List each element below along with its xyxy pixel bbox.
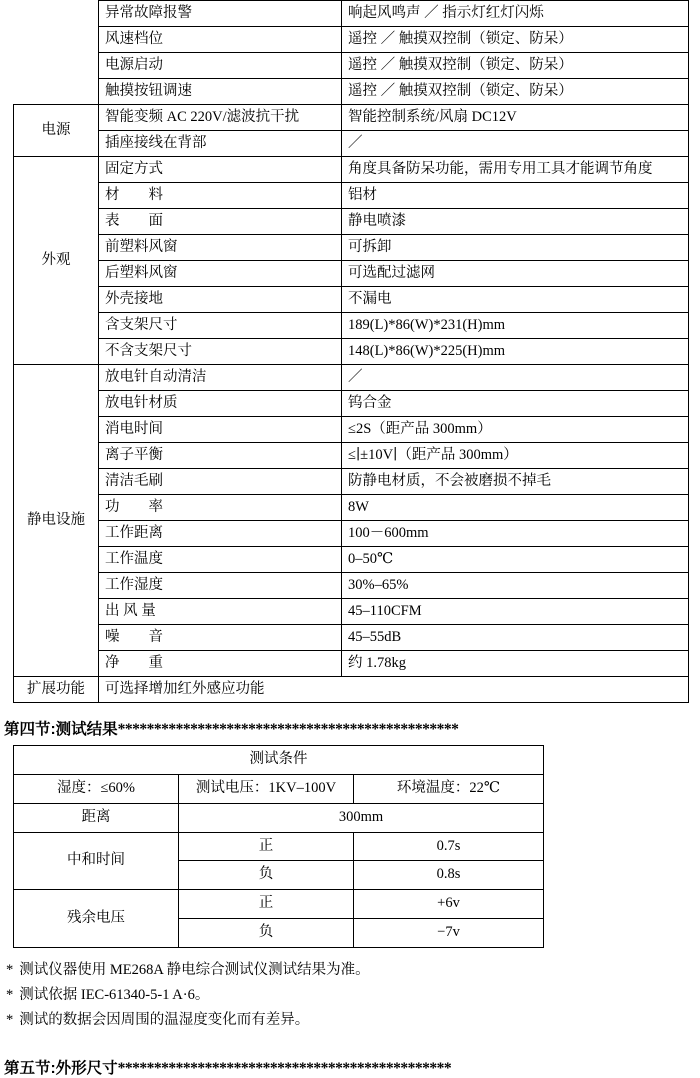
spec-item: 工作温度 bbox=[99, 547, 342, 573]
spec-value: 智能控制系统/风扇 DC12V bbox=[342, 105, 689, 131]
table-row bbox=[14, 547, 689, 573]
spec-item: 风速档位 bbox=[99, 27, 342, 53]
spec-item: 放电针材质 bbox=[99, 391, 342, 417]
table-row bbox=[14, 651, 689, 677]
spec-value: 遥控 ／ 触摸双控制（锁定、防呆） bbox=[342, 53, 689, 79]
test-distance-value: 300mm bbox=[179, 803, 544, 832]
table-row bbox=[14, 339, 689, 365]
table-row bbox=[14, 313, 689, 339]
table-row bbox=[14, 573, 689, 599]
spec-category-power: 电源 bbox=[14, 105, 99, 157]
table-row bbox=[14, 443, 689, 469]
asterisk-icon: * bbox=[6, 987, 14, 1004]
test-neutralization-negative-value: 0.8s bbox=[354, 861, 544, 890]
category-spacer bbox=[14, 27, 99, 53]
spec-category-static: 静电设施 bbox=[14, 365, 99, 677]
spec-value: 角度具备防呆功能，需用专用工具才能调节角度 bbox=[342, 157, 689, 183]
spec-item: 离子平衡 bbox=[99, 443, 342, 469]
table-row bbox=[14, 209, 689, 235]
spec-value: 钨合金 bbox=[342, 391, 689, 417]
spec-item: 噪 音 bbox=[99, 625, 342, 651]
section-5-title: 第五节:外形尺寸 bbox=[4, 1059, 118, 1077]
spec-value: 30%–65% bbox=[342, 573, 689, 599]
table-row bbox=[14, 27, 689, 53]
table-row bbox=[14, 521, 689, 547]
list-item bbox=[6, 983, 700, 1008]
test-conditions-header: 测试条件 bbox=[14, 746, 544, 775]
test-residual-positive-label: 正 bbox=[179, 890, 354, 919]
asterisk-icon: * bbox=[6, 1012, 14, 1029]
spec-category-appearance: 外观 bbox=[14, 157, 99, 365]
table-row bbox=[14, 1, 689, 27]
test-condition-temperature: 环境温度：22℃ bbox=[354, 775, 544, 804]
table-row bbox=[14, 417, 689, 443]
spec-item: 外壳接地 bbox=[99, 287, 342, 313]
specification-table bbox=[13, 0, 689, 703]
spec-item: 触摸按钮调速 bbox=[99, 79, 342, 105]
section-5-stars: ********************************************** bbox=[117, 1059, 452, 1077]
spec-value: 铝材 bbox=[342, 183, 689, 209]
test-neutralization-negative-label: 负 bbox=[179, 861, 354, 890]
test-neutralization-positive-value: 0.7s bbox=[354, 832, 544, 861]
spec-item: 材 料 bbox=[99, 183, 342, 209]
spec-item: 可选择增加红外感应功能 bbox=[99, 677, 689, 703]
spec-value: 45–55dB bbox=[342, 625, 689, 651]
spec-item: 智能变频 AC 220V/滤波抗干扰 bbox=[99, 105, 342, 131]
spec-item: 工作距离 bbox=[99, 521, 342, 547]
spec-value: 不漏电 bbox=[342, 287, 689, 313]
section-4-heading bbox=[4, 717, 700, 739]
test-residual-negative-label: 负 bbox=[179, 918, 354, 947]
test-result-table-body bbox=[14, 746, 544, 947]
table-row bbox=[14, 261, 689, 287]
table-row bbox=[14, 365, 689, 391]
table-row bbox=[14, 183, 689, 209]
table-row bbox=[14, 890, 544, 919]
spec-category-expansion: 扩展功能 bbox=[14, 677, 99, 703]
spec-item: 清洁毛刷 bbox=[99, 469, 342, 495]
spec-value: 响起风鸣声 ／ 指示灯红灯闪烁 bbox=[342, 1, 689, 27]
spec-value: 遥控 ／ 触摸双控制（锁定、防呆） bbox=[342, 27, 689, 53]
list-item bbox=[6, 958, 700, 983]
test-residual-voltage-label: 残余电压 bbox=[14, 890, 179, 948]
spec-item: 表 面 bbox=[99, 209, 342, 235]
specification-table-body bbox=[14, 1, 689, 703]
test-result-table bbox=[13, 745, 544, 947]
spec-item: 电源启动 bbox=[99, 53, 342, 79]
spec-value: 防静电材质，不会被磨损不掉毛 bbox=[342, 469, 689, 495]
spec-item: 异常故障报警 bbox=[99, 1, 342, 27]
test-condition-humidity: 湿度：≤60% bbox=[14, 775, 179, 804]
spec-value: 遥控 ／ 触摸双控制（锁定、防呆） bbox=[342, 79, 689, 105]
category-spacer bbox=[14, 79, 99, 105]
spec-value: 148(L)*86(W)*225(H)mm bbox=[342, 339, 689, 365]
table-row bbox=[14, 287, 689, 313]
spec-item: 净 重 bbox=[99, 651, 342, 677]
table-row bbox=[14, 53, 689, 79]
spec-value: ／ bbox=[342, 365, 689, 391]
spec-item: 出 风 量 bbox=[99, 599, 342, 625]
spec-value: ≤∣±10V∣（距产品 300mm） bbox=[342, 443, 689, 469]
section-4-stars: *********************************************** bbox=[117, 721, 459, 739]
table-row bbox=[14, 746, 544, 775]
spec-item: 放电针自动清洁 bbox=[99, 365, 342, 391]
spec-item: 前塑料风窗 bbox=[99, 235, 342, 261]
note-text: 测试的数据会因周围的温湿度变化而有差异。 bbox=[19, 1012, 310, 1029]
spec-item: 插座接线在背部 bbox=[99, 131, 342, 157]
spec-value: 45–110CFM bbox=[342, 599, 689, 625]
spec-item: 功 率 bbox=[99, 495, 342, 521]
note-text: 测试依据 IEC-61340-5-1 A·6。 bbox=[19, 987, 210, 1004]
table-row bbox=[14, 105, 689, 131]
notes-list bbox=[6, 958, 700, 1034]
spec-value: 100－600mm bbox=[342, 521, 689, 547]
table-row bbox=[14, 625, 689, 651]
table-row bbox=[14, 599, 689, 625]
table-row bbox=[14, 495, 689, 521]
list-item bbox=[6, 1008, 700, 1033]
asterisk-icon: * bbox=[6, 961, 14, 978]
test-residual-positive-value: +6v bbox=[354, 890, 544, 919]
table-row bbox=[14, 79, 689, 105]
category-spacer bbox=[14, 53, 99, 79]
spec-value: ≤2S（距产品 300mm） bbox=[342, 417, 689, 443]
spec-item: 消电时间 bbox=[99, 417, 342, 443]
table-row bbox=[14, 391, 689, 417]
table-row bbox=[14, 677, 689, 703]
table-row bbox=[14, 157, 689, 183]
spec-item: 固定方式 bbox=[99, 157, 342, 183]
spec-value: 189(L)*86(W)*231(H)mm bbox=[342, 313, 689, 339]
test-neutralization-label: 中和时间 bbox=[14, 832, 179, 890]
section-5-heading bbox=[4, 1056, 700, 1078]
spec-value: 可选配过滤网 bbox=[342, 261, 689, 287]
spec-value: 8W bbox=[342, 495, 689, 521]
table-row bbox=[14, 235, 689, 261]
spec-value: 静电喷漆 bbox=[342, 209, 689, 235]
spec-item: 后塑料风窗 bbox=[99, 261, 342, 287]
spec-value: 0–50℃ bbox=[342, 547, 689, 573]
spec-value: ／ bbox=[342, 131, 689, 157]
table-row bbox=[14, 469, 689, 495]
spec-value: 约 1.78kg bbox=[342, 651, 689, 677]
test-condition-voltage: 测试电压：1KV–100V bbox=[179, 775, 354, 804]
test-residual-negative-value: −7v bbox=[354, 918, 544, 947]
spec-item: 工作湿度 bbox=[99, 573, 342, 599]
table-row bbox=[14, 803, 544, 832]
spec-item: 含支架尺寸 bbox=[99, 313, 342, 339]
note-text: 测试仪器使用 ME268A 静电综合测试仪测试结果为准。 bbox=[19, 961, 370, 978]
category-spacer bbox=[14, 1, 99, 27]
table-row bbox=[14, 131, 689, 157]
table-row bbox=[14, 775, 544, 804]
spec-value: 可拆卸 bbox=[342, 235, 689, 261]
section-4-title: 第四节:测试结果 bbox=[4, 721, 118, 739]
test-neutralization-positive-label: 正 bbox=[179, 832, 354, 861]
spec-item: 不含支架尺寸 bbox=[99, 339, 342, 365]
test-distance-label: 距离 bbox=[14, 803, 179, 832]
table-row bbox=[14, 832, 544, 861]
